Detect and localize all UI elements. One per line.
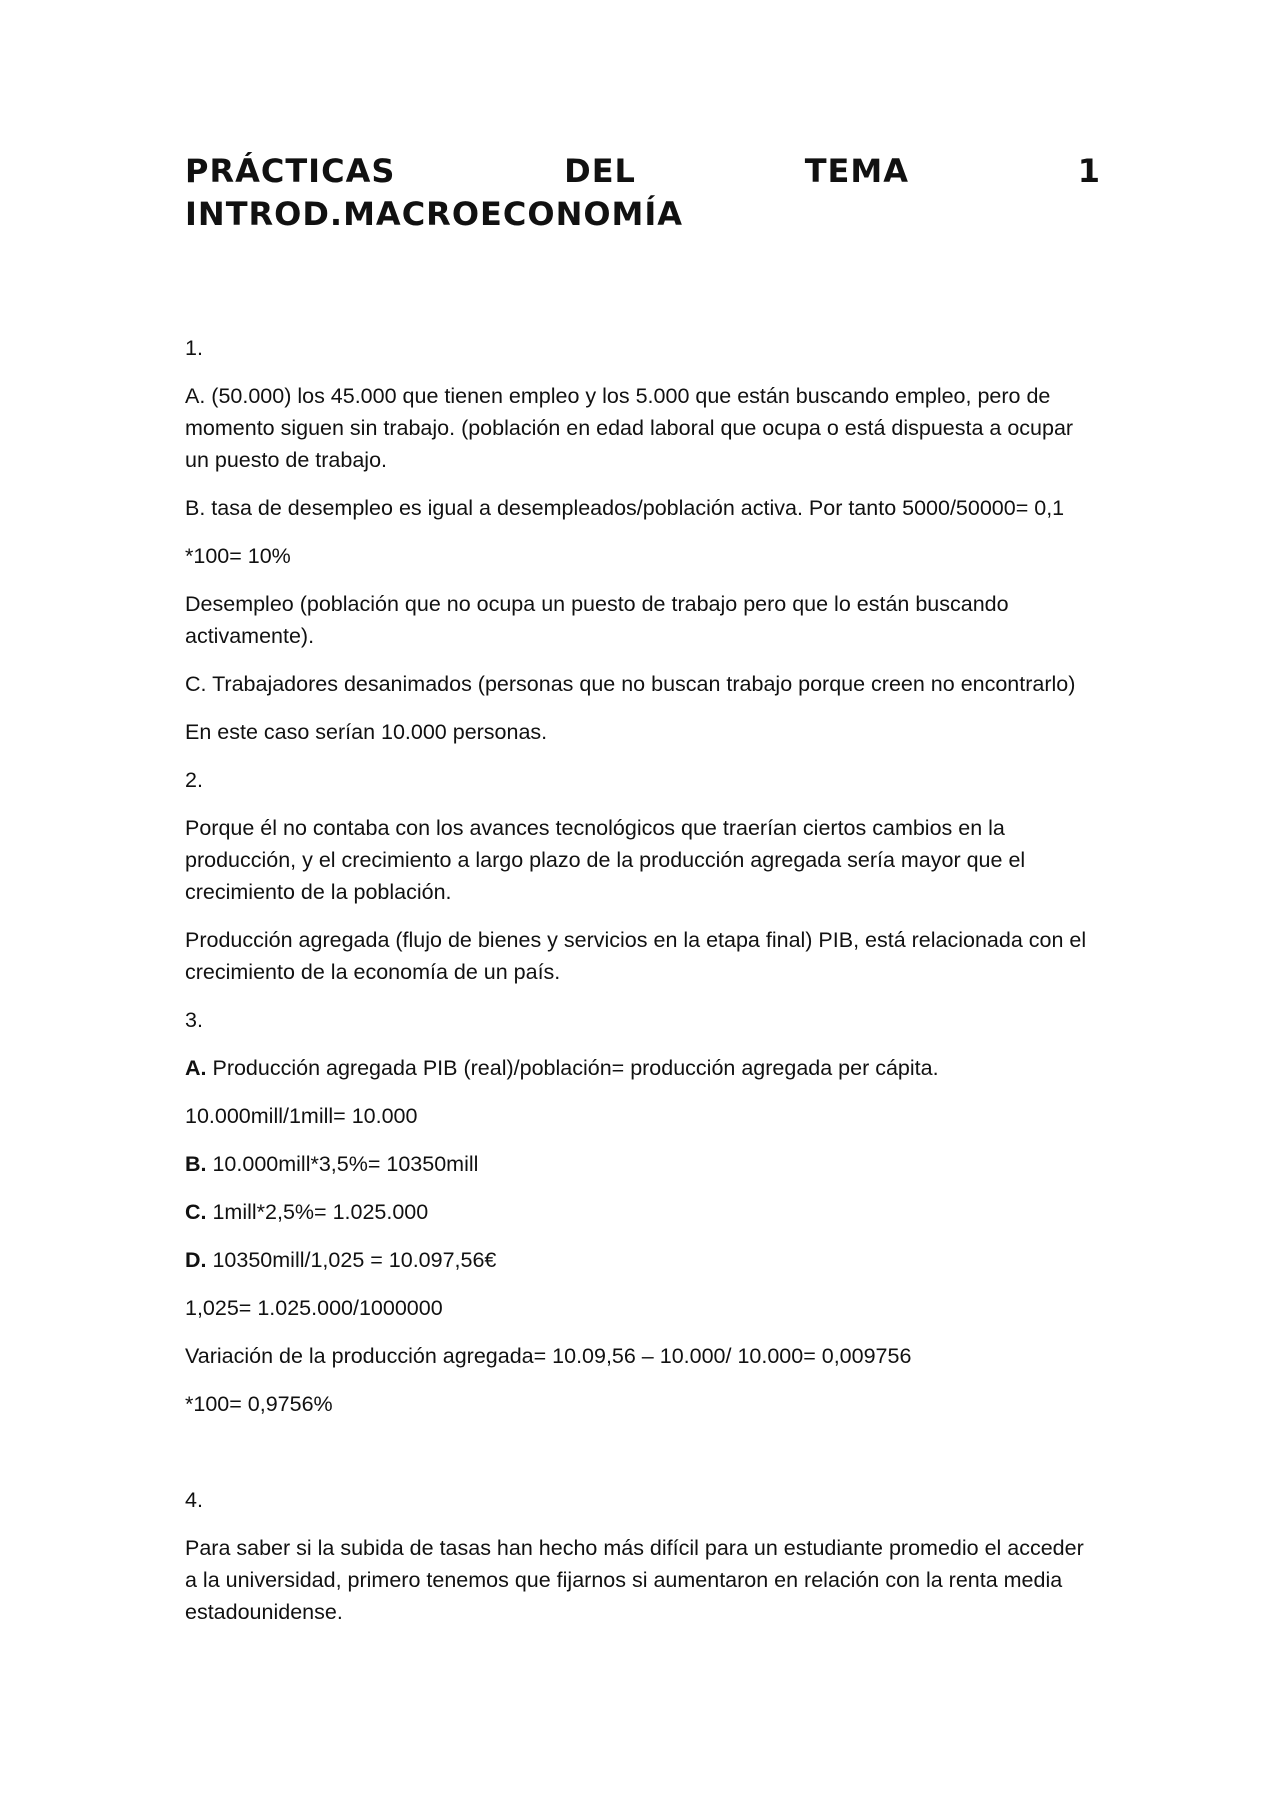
part-label: C.: [185, 1200, 207, 1224]
question-1-part-b: B. tasa de desempleo es igual a desempleados/población activa. Por tanto 5000/50000= 0,1: [185, 496, 1065, 520]
title-word: DEL: [564, 152, 636, 190]
title-word: PRÁCTICAS: [185, 152, 396, 190]
question-3-part-a: [185, 1052, 1101, 1084]
question-1-part-b-result: *100= 10%: [185, 544, 291, 568]
part-label: B.: [185, 1152, 207, 1176]
title-word: TEMA: [804, 152, 909, 190]
part-label: A.: [185, 1056, 207, 1080]
title-word: 1: [1077, 152, 1101, 190]
document-title: [185, 150, 1101, 236]
spacer: [185, 1436, 1101, 1484]
part-text: 1mill*2,5%= 1.025.000: [206, 1200, 429, 1224]
question-4-paragraph-1: Para saber si la subida de tasas han hecho más difícil para un estudiante promedio el acceder a la universidad, primero tenemos que fijarnos si aumentaron en relación con la renta media estadounidense.: [185, 1536, 1084, 1624]
part-text: Producción agregada PIB (real)/población= producción agregada per cápita.: [206, 1056, 939, 1080]
question-1-number: 1.: [185, 336, 203, 360]
question-3-number: 3.: [185, 1008, 203, 1032]
question-3-part-a-calc: 10.000mill/1mill= 10.000: [185, 1104, 418, 1128]
question-3-part-c: [185, 1196, 1101, 1228]
question-3-part-d-calc: 1,025= 1.025.000/1000000: [185, 1296, 443, 1320]
question-1-part-c: C. Trabajadores desanimados (personas que no buscan trabajo porque creen no encontrarlo): [185, 672, 1076, 696]
title-line-2: INTROD.MACROECONOMÍA: [185, 195, 684, 233]
part-text: 10.000mill*3,5%= 10350mill: [206, 1152, 479, 1176]
question-1-desempleo-definition: Desempleo (población que no ocupa un puesto de trabajo pero que lo están buscando activamente).: [185, 592, 1009, 648]
question-2-paragraph-2: Producción agregada (flujo de bienes y servicios en la etapa final) PIB, está relacionada con el crecimiento de la economía de un país.: [185, 928, 1087, 984]
question-2-paragraph-1: Porque él no contaba con los avances tecnológicos que traerían ciertos cambios en la producción, y el crecimiento a largo plazo de la producción agregada sería mayor que el crecimiento de la población.: [185, 816, 1026, 904]
question-1-part-c-result: En este caso serían 10.000 personas.: [185, 720, 548, 744]
question-4-number: 4.: [185, 1488, 203, 1512]
question-2-number: 2.: [185, 768, 203, 792]
question-3-part-d: [185, 1244, 1101, 1276]
part-text: 10350mill/1,025 = 10.097,56€: [206, 1248, 497, 1272]
title-line-1: [185, 150, 1101, 193]
question-1-part-a: A. (50.000) los 45.000 que tienen empleo y los 5.000 que están buscando empleo, pero de momento siguen sin trabajo. (población en edad laboral que ocupa o está dispuesta a ocupar un puesto de trabajo.: [185, 384, 1074, 472]
question-3-variation-result: *100= 0,9756%: [185, 1392, 333, 1416]
question-3-variation: Variación de la producción agregada= 10.09,56 – 10.000/ 10.000= 0,009756: [185, 1344, 912, 1368]
part-label: D.: [185, 1248, 207, 1272]
question-3-part-b: [185, 1148, 1101, 1180]
document-page: [185, 150, 1101, 1644]
